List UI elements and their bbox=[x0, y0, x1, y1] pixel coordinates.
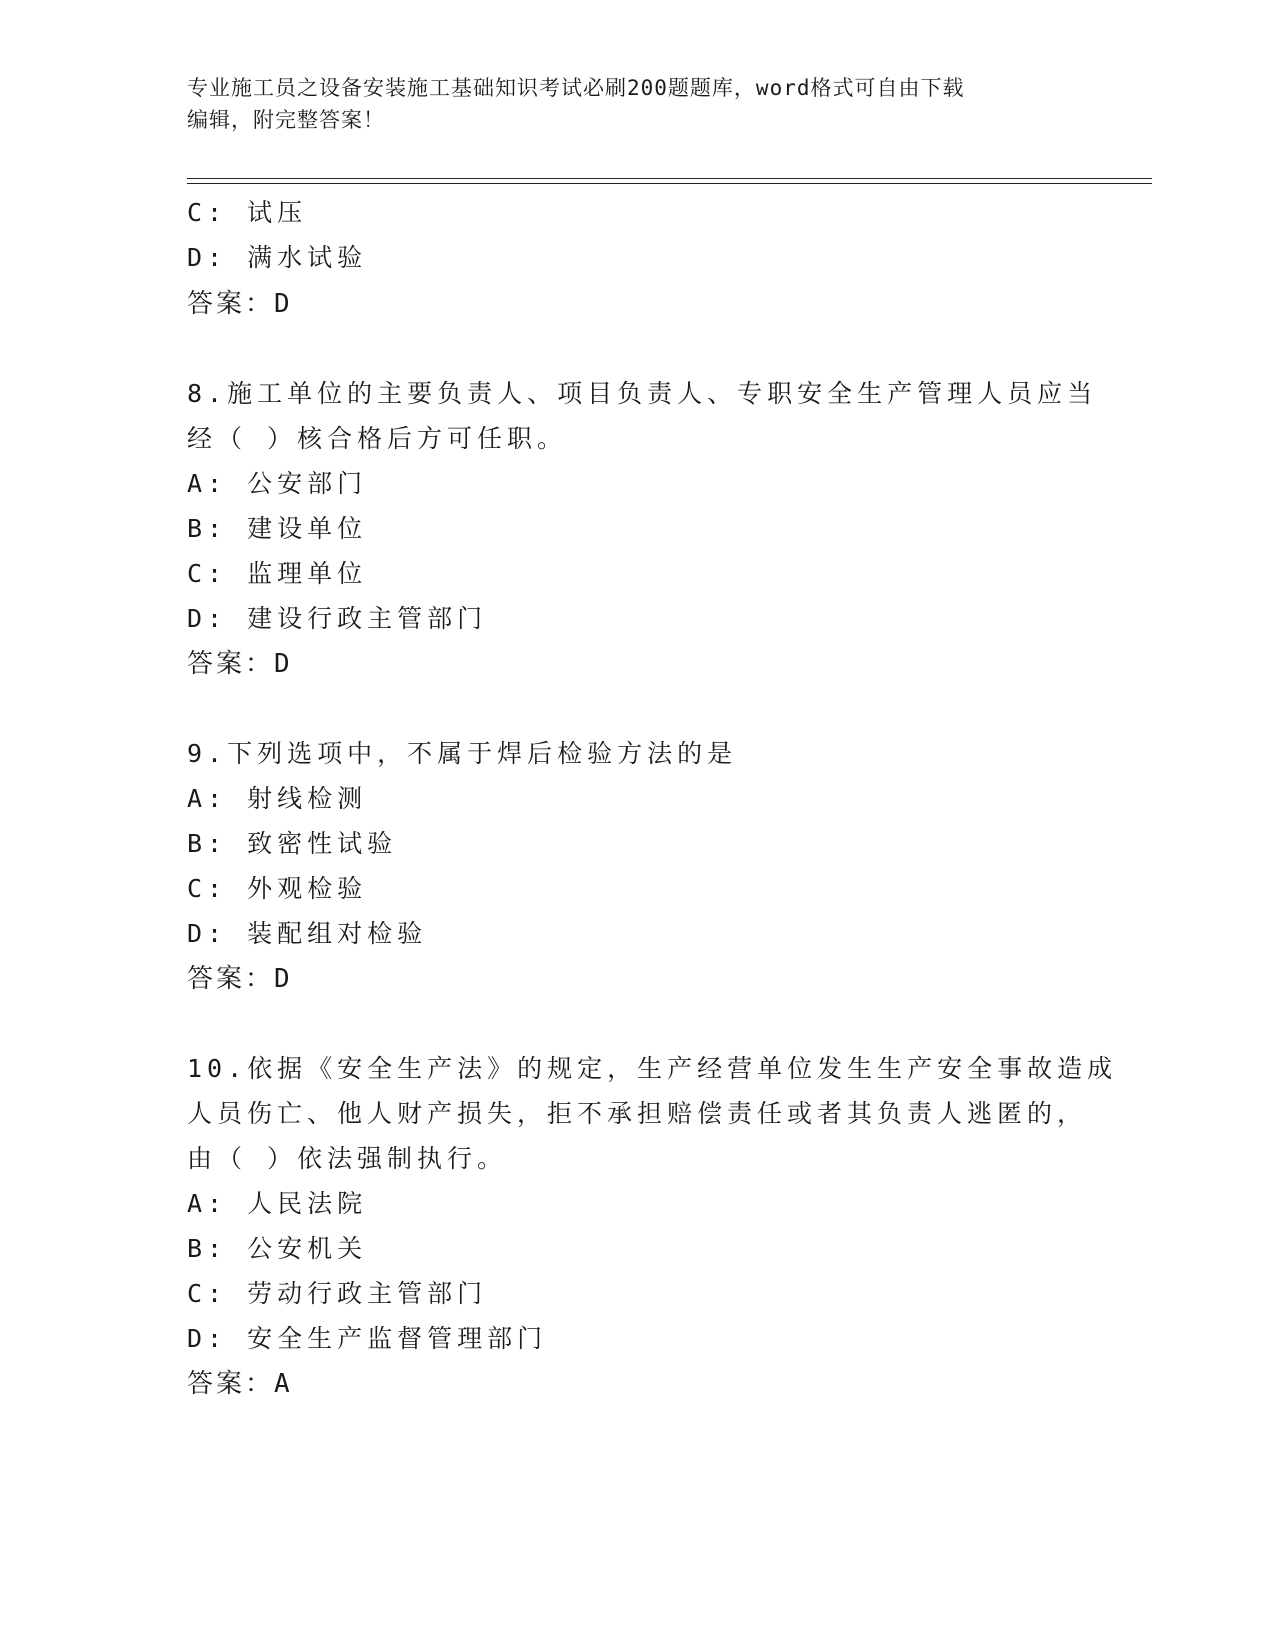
question-9-answer: 答案：D bbox=[187, 964, 293, 994]
document-header bbox=[187, 72, 1067, 136]
question-8-option-d: D: 建设行政主管部门 bbox=[187, 604, 488, 633]
question-10-option-a: A: 人民法院 bbox=[187, 1189, 368, 1218]
question-10-option-d: D: 安全生产监督管理部门 bbox=[187, 1324, 548, 1353]
header-divider-bottom bbox=[187, 183, 1152, 184]
question-8-option-c: C: 监理单位 bbox=[187, 559, 368, 588]
question-10-text-line-1: 10.依据《安全生产法》的规定，生产经营单位发生生产安全事故造成 bbox=[187, 1054, 1118, 1083]
question-9-option-a: A: 射线检测 bbox=[187, 784, 368, 813]
question-8-answer: 答案：D bbox=[187, 649, 293, 679]
header-title-line-1: 专业施工员之设备安装施工基础知识考试必刷200题题库，word格式可自由下载 bbox=[187, 76, 965, 100]
question-9-option-c: C: 外观检验 bbox=[187, 874, 368, 903]
question-10-option-c: C: 劳动行政主管部门 bbox=[187, 1279, 488, 1308]
question-9-option-b: B: 致密性试验 bbox=[187, 829, 398, 858]
question-9-text-line-1: 9.下列选项中，不属于焊后检验方法的是 bbox=[187, 739, 738, 768]
question-10-option-b: B: 公安机关 bbox=[187, 1234, 368, 1263]
option-d: D: 满水试验 bbox=[187, 243, 368, 272]
option-c: C: 试压 bbox=[187, 198, 308, 227]
question-9-option-d: D: 装配组对检验 bbox=[187, 919, 428, 948]
header-divider-top bbox=[187, 178, 1152, 179]
question-8-text-line-1: 8.施工单位的主要负责人、项目负责人、专职安全生产管理人员应当 bbox=[187, 379, 1098, 408]
question-8-option-a: A: 公安部门 bbox=[187, 469, 368, 498]
header-title-line-2: 编辑，附完整答案！ bbox=[187, 108, 385, 132]
question-10-text-line-3: 由（ ）依法强制执行。 bbox=[187, 1144, 508, 1173]
answer-text: 答案：D bbox=[187, 289, 293, 319]
question-10-answer: 答案：A bbox=[187, 1369, 293, 1399]
question-8-option-b: B: 建设单位 bbox=[187, 514, 368, 543]
question-10-text-line-2: 人员伤亡、他人财产损失，拒不承担赔偿责任或者其负责人逃匿的， bbox=[187, 1099, 1088, 1128]
question-8-text-line-2: 经（ ）核合格后方可任职。 bbox=[187, 424, 568, 453]
